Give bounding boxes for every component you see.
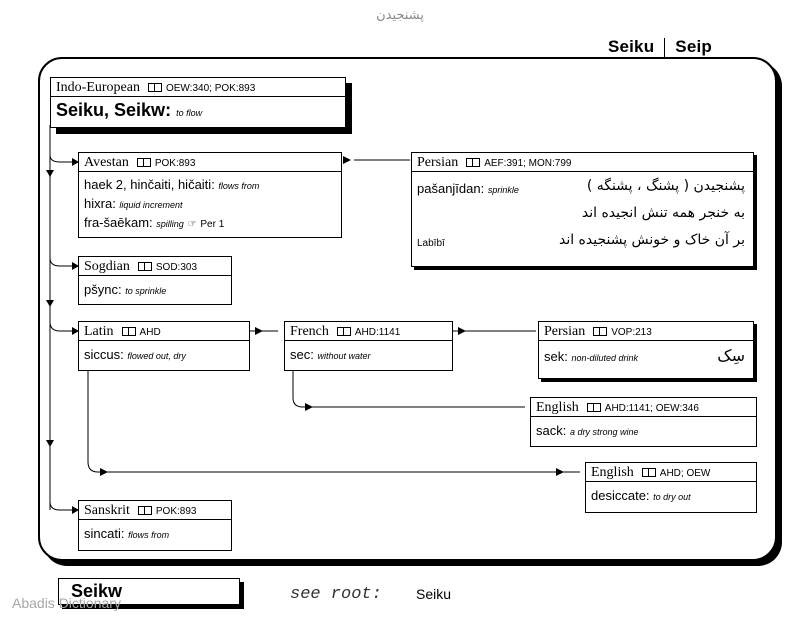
node-header <box>79 501 231 520</box>
branch-avestan <box>50 155 72 162</box>
arrow-head <box>305 403 313 411</box>
node-french[interactable] <box>284 321 453 371</box>
word-gloss: sprinkle <box>487 185 519 195</box>
language-label: Avestan <box>84 155 129 170</box>
arrow-head <box>46 440 54 447</box>
see-root-link[interactable]: Seiku <box>416 586 452 602</box>
word-entry: sack: a dry strong wine <box>536 423 639 438</box>
source-reference: SOD:303 <box>155 262 198 273</box>
book-icon <box>138 262 152 271</box>
source-reference: AEF:391; MON:799 <box>484 158 572 169</box>
source-reference: OEW:340; POK:893 <box>165 83 256 94</box>
book-icon <box>587 403 601 412</box>
branch-sanskrit <box>50 502 72 510</box>
source-reference: AHD:1141; OEW:346 <box>604 403 699 414</box>
cross-reference[interactable]: Per 1 <box>200 219 225 230</box>
node-header <box>79 153 341 172</box>
arrow-head <box>343 156 351 164</box>
book-icon <box>137 158 151 167</box>
verse-attribution: Labībī <box>417 238 445 249</box>
language-label: English <box>536 400 579 415</box>
see-root-label: see root: <box>290 585 382 604</box>
word-entry: desiccate: to dry out <box>591 488 691 503</box>
node-sogdian[interactable] <box>78 256 232 305</box>
language-label: Persian <box>417 155 459 170</box>
node-header <box>79 322 249 341</box>
word-entry: siccus: flowed out, dry <box>84 347 186 362</box>
arrow-head <box>458 327 466 335</box>
watermark: Abadis Dictionary <box>12 595 121 611</box>
word-entry: pšync: to sprinkle <box>84 282 167 297</box>
book-icon <box>122 327 136 336</box>
language-label: Latin <box>84 324 114 339</box>
page-top-caption: پشنجیدن <box>376 8 424 23</box>
source-reference: POK:893 <box>154 158 196 169</box>
verse-line-2: بر آن خاک و خونش پشنجیده اند <box>558 232 745 248</box>
language-label: Indo-European <box>56 80 140 95</box>
pointing-hand-icon: ☞ <box>187 219 197 230</box>
link-latin-desiccate <box>88 370 580 472</box>
language-label: English <box>591 465 634 480</box>
source-reference: AHD; OEW <box>659 468 711 479</box>
node-header <box>539 322 753 341</box>
language-label: Sogdian <box>84 259 130 274</box>
node-header <box>285 322 452 341</box>
arrow-head <box>46 170 54 177</box>
title-root-seiku[interactable]: Seiku <box>607 37 655 56</box>
node-english-sack[interactable] <box>530 397 757 447</box>
branch-latin <box>50 322 72 331</box>
word-pashanjidan: pašanjīdan <box>417 181 481 196</box>
word-entry: sec: without water <box>290 347 371 362</box>
arrow-head <box>556 468 564 476</box>
node-header <box>586 463 756 482</box>
book-icon <box>642 468 656 477</box>
node-sanskrit[interactable] <box>78 500 232 551</box>
language-label: Sanskrit <box>84 503 130 518</box>
word-entry: hixra: liquid increment <box>84 196 183 211</box>
node-avestan[interactable] <box>78 152 342 238</box>
arrow-head <box>255 327 263 335</box>
source-reference: AHD:1141 <box>354 327 401 338</box>
source-reference: AHD <box>139 327 161 338</box>
native-script: پشنجیدن ( پشنگ ، پشنگه ) <box>586 178 745 194</box>
source-reference: VOP:213 <box>611 327 652 338</box>
language-label: French <box>290 324 329 339</box>
node-persian-pashanjidan[interactable]: Persian AEF:391; MON:799 pašanjīdan: sprinkle پشنجیدن ( پشنگ ، پشنگه ) به خنجر همه تنش انجیده اند بر آن خاک و خونش پشنجیده اند Labībī <box>411 152 754 267</box>
word-entry: fra-šaēkam: spilling ☞ Per 1 <box>84 215 225 230</box>
word-entry: sincati: flows from <box>84 526 170 541</box>
root-node-indo-european[interactable]: Indo-European OEW:340; POK:893 Seiku, Seikw: to flow <box>50 77 346 128</box>
source-reference: POK:893 <box>155 506 197 517</box>
title-root-seip[interactable]: Seip <box>675 37 712 56</box>
root-gloss: to flow <box>176 108 203 118</box>
node-english-desiccate[interactable] <box>585 462 757 513</box>
node-header <box>412 153 753 172</box>
branch-sogdian <box>50 258 72 266</box>
word-entry: haek 2, hinčaiti, hičaiti: flows from <box>84 177 260 192</box>
word-entry: sek: non-diluted drink <box>544 349 639 364</box>
node-header <box>531 398 756 417</box>
language-label: Persian <box>544 324 586 339</box>
book-icon <box>337 327 351 336</box>
arrow-head <box>100 468 108 476</box>
native-script: سِک <box>717 346 745 365</box>
verse-line-1: به خنجر همه تنش انجیده اند <box>581 205 745 221</box>
book-icon <box>593 327 607 336</box>
node-header <box>79 257 231 276</box>
book-icon <box>466 158 480 167</box>
arrow-head <box>46 300 54 307</box>
root-word: Seiku, Seikw <box>56 100 166 120</box>
node-header <box>51 78 345 97</box>
link-french-sack <box>293 370 525 407</box>
book-icon <box>138 506 152 515</box>
footer-word: Seikw <box>71 581 123 601</box>
node-latin[interactable] <box>78 321 250 371</box>
book-icon <box>148 83 162 92</box>
node-persian-sek[interactable] <box>538 321 754 379</box>
